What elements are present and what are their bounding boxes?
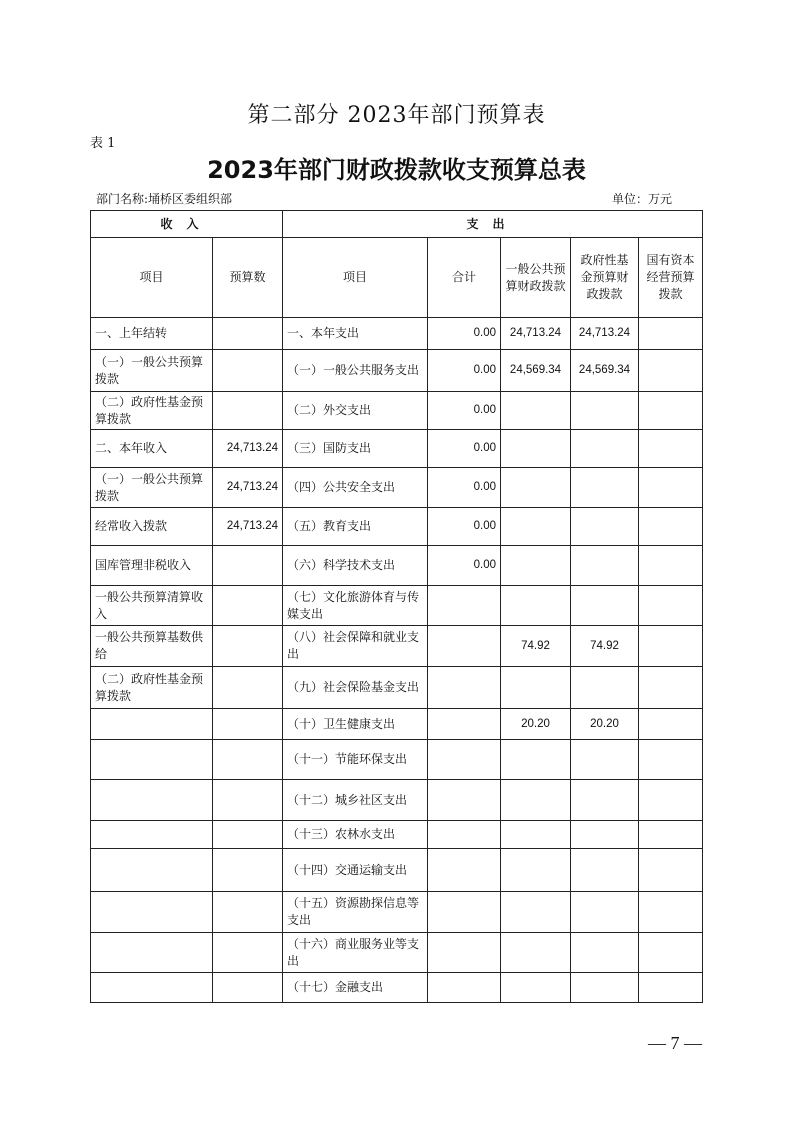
fund-budget-cell xyxy=(571,849,639,892)
total-cell: 0.00 xyxy=(428,318,501,350)
income-item-cell: 一般公共预算基数供给 xyxy=(91,626,213,667)
state-capital-cell xyxy=(639,892,703,933)
income-value-cell xyxy=(213,667,283,709)
total-cell: 0.00 xyxy=(428,392,501,430)
income-value-cell xyxy=(213,546,283,586)
state-capital-cell xyxy=(639,626,703,667)
general-budget-cell xyxy=(501,468,571,508)
income-value-cell xyxy=(213,586,283,626)
expense-item-cell: （十）卫生健康支出 xyxy=(283,709,428,740)
state-capital-cell xyxy=(639,318,703,350)
general-budget-cell xyxy=(501,546,571,586)
fund-budget-cell xyxy=(571,780,639,821)
income-item-cell: （一）一般公共预算拨款 xyxy=(91,350,213,392)
income-item-cell xyxy=(91,780,213,821)
unit-label: 单位：万元 xyxy=(612,192,673,206)
income-item-cell: （二）政府性基金预算拨款 xyxy=(91,667,213,709)
state-capital-cell xyxy=(639,430,703,468)
expense-item-cell: （二）外交支出 xyxy=(283,392,428,430)
expense-item-cell: （十六）商业服务业等支出 xyxy=(283,933,428,973)
general-budget-cell: 24,713.24 xyxy=(501,318,571,350)
general-budget-cell xyxy=(501,973,571,1003)
table-row xyxy=(91,667,703,709)
income-value-cell xyxy=(213,821,283,849)
expense-item-cell: （十五）资源勘探信息等支出 xyxy=(283,892,428,933)
total-cell xyxy=(428,933,501,973)
table-row xyxy=(91,892,703,933)
income-item-cell: （二）政府性基金预算拨款 xyxy=(91,392,213,430)
expense-item-cell: （十三）农林水支出 xyxy=(283,821,428,849)
state-capital-cell xyxy=(639,546,703,586)
state-capital-cell xyxy=(639,821,703,849)
col-fund-budget: 政府性基金预算财政拨款 xyxy=(571,238,639,318)
col-total: 合计 xyxy=(428,238,501,318)
table-row xyxy=(91,392,703,430)
income-item-cell xyxy=(91,849,213,892)
general-budget-cell xyxy=(501,667,571,709)
table-row xyxy=(91,973,703,1003)
income-value-cell: 24,713.24 xyxy=(213,508,283,546)
income-value-cell xyxy=(213,973,283,1003)
table-row xyxy=(91,740,703,780)
total-cell xyxy=(428,780,501,821)
general-budget-cell xyxy=(501,430,571,468)
col-state-capital: 国有资本经营预算拨款 xyxy=(639,238,703,318)
state-capital-cell xyxy=(639,350,703,392)
fund-budget-cell: 74.92 xyxy=(571,626,639,667)
budget-table xyxy=(90,210,703,1003)
fund-budget-cell xyxy=(571,892,639,933)
col-income-budget: 预算数 xyxy=(213,238,283,318)
col-expense-item: 项目 xyxy=(283,238,428,318)
fund-budget-cell: 24,713.24 xyxy=(571,318,639,350)
expense-item-cell: 一、本年支出 xyxy=(283,318,428,350)
total-cell: 0.00 xyxy=(428,430,501,468)
general-budget-cell xyxy=(501,892,571,933)
total-cell xyxy=(428,849,501,892)
expense-item-cell: （八）社会保障和就业支出 xyxy=(283,626,428,667)
income-item-cell: 经常收入拨款 xyxy=(91,508,213,546)
table-row xyxy=(91,821,703,849)
general-budget-cell xyxy=(501,780,571,821)
income-value-cell xyxy=(213,350,283,392)
table-row xyxy=(91,468,703,508)
total-cell xyxy=(428,709,501,740)
expense-item-cell: （十一）节能环保支出 xyxy=(283,740,428,780)
income-item-cell xyxy=(91,933,213,973)
total-cell xyxy=(428,821,501,849)
page-number: — 7 — xyxy=(648,1033,702,1053)
state-capital-cell xyxy=(639,933,703,973)
income-item-cell: 一般公共预算清算收入 xyxy=(91,586,213,626)
income-value-cell xyxy=(213,318,283,350)
general-budget-cell: 24,569.34 xyxy=(501,350,571,392)
table-row xyxy=(91,780,703,821)
expense-item-cell: （十二）城乡社区支出 xyxy=(283,780,428,821)
state-capital-cell xyxy=(639,508,703,546)
fund-budget-cell: 20.20 xyxy=(571,709,639,740)
page-title: 2023年部门财政拨款收支预算总表 xyxy=(207,156,586,184)
expense-item-cell: （十四）交通运输支出 xyxy=(283,849,428,892)
table-row xyxy=(91,933,703,973)
fund-budget-cell xyxy=(571,667,639,709)
income-value-cell: 24,713.24 xyxy=(213,430,283,468)
state-capital-cell xyxy=(639,780,703,821)
income-item-cell: （一）一般公共预算拨款 xyxy=(91,468,213,508)
income-value-cell xyxy=(213,780,283,821)
general-budget-cell: 74.92 xyxy=(501,626,571,667)
income-item-cell: 国库管理非税收入 xyxy=(91,546,213,586)
table-number: 表 1 xyxy=(90,136,116,151)
income-item-cell: 二、本年收入 xyxy=(91,430,213,468)
col-general-budget: 一般公共预算财政拨款 xyxy=(501,238,571,318)
total-cell xyxy=(428,740,501,780)
fund-budget-cell xyxy=(571,821,639,849)
state-capital-cell xyxy=(639,667,703,709)
state-capital-cell xyxy=(639,586,703,626)
table-row xyxy=(91,849,703,892)
state-capital-cell xyxy=(639,740,703,780)
state-capital-cell xyxy=(639,709,703,740)
general-budget-cell xyxy=(501,933,571,973)
fund-budget-cell xyxy=(571,508,639,546)
expense-item-cell: （五）教育支出 xyxy=(283,508,428,546)
expense-item-cell: （七）文化旅游体育与传媒支出 xyxy=(283,586,428,626)
total-cell xyxy=(428,667,501,709)
total-cell xyxy=(428,973,501,1003)
general-budget-cell xyxy=(501,586,571,626)
table-row xyxy=(91,508,703,546)
fund-budget-cell: 24,569.34 xyxy=(571,350,639,392)
income-value-cell xyxy=(213,849,283,892)
table-row xyxy=(91,430,703,468)
fund-budget-cell xyxy=(571,973,639,1003)
general-budget-cell xyxy=(501,508,571,546)
table-row xyxy=(91,318,703,350)
total-cell: 0.00 xyxy=(428,350,501,392)
total-cell xyxy=(428,892,501,933)
expense-item-cell: （三）国防支出 xyxy=(283,430,428,468)
header-row-columns xyxy=(91,238,703,318)
fund-budget-cell xyxy=(571,468,639,508)
fund-budget-cell xyxy=(571,430,639,468)
state-capital-cell xyxy=(639,849,703,892)
part-title: 第二部分 2023年部门预算表 xyxy=(247,103,546,128)
income-item-cell xyxy=(91,709,213,740)
department-label: 部门名称:埇桥区委组织部 xyxy=(96,192,233,206)
income-value-cell xyxy=(213,392,283,430)
table-row xyxy=(91,709,703,740)
income-item-cell: 一、上年结转 xyxy=(91,318,213,350)
expense-item-cell: （十七）金融支出 xyxy=(283,973,428,1003)
income-item-cell xyxy=(91,740,213,780)
state-capital-cell xyxy=(639,468,703,508)
income-item-cell xyxy=(91,973,213,1003)
expense-item-cell: （六）科学技术支出 xyxy=(283,546,428,586)
fund-budget-cell xyxy=(571,586,639,626)
table-row xyxy=(91,586,703,626)
general-budget-cell xyxy=(501,849,571,892)
income-value-cell xyxy=(213,892,283,933)
general-budget-cell: 20.20 xyxy=(501,709,571,740)
income-header: 收入 xyxy=(91,211,283,238)
income-value-cell: 24,713.24 xyxy=(213,468,283,508)
state-capital-cell xyxy=(639,392,703,430)
table-row xyxy=(91,626,703,667)
fund-budget-cell xyxy=(571,392,639,430)
fund-budget-cell xyxy=(571,933,639,973)
expense-item-cell: （九）社会保险基金支出 xyxy=(283,667,428,709)
income-value-cell xyxy=(213,709,283,740)
income-value-cell xyxy=(213,740,283,780)
expense-header: 支出 xyxy=(283,211,703,238)
fund-budget-cell xyxy=(571,740,639,780)
total-cell: 0.00 xyxy=(428,508,501,546)
general-budget-cell xyxy=(501,821,571,849)
general-budget-cell xyxy=(501,392,571,430)
total-cell: 0.00 xyxy=(428,468,501,508)
total-cell xyxy=(428,626,501,667)
expense-item-cell: （四）公共安全支出 xyxy=(283,468,428,508)
total-cell xyxy=(428,586,501,626)
income-item-cell xyxy=(91,821,213,849)
general-budget-cell xyxy=(501,740,571,780)
expense-item-cell: （一）一般公共服务支出 xyxy=(283,350,428,392)
income-value-cell xyxy=(213,933,283,973)
col-income-item: 项目 xyxy=(91,238,213,318)
fund-budget-cell xyxy=(571,546,639,586)
table-row xyxy=(91,546,703,586)
table-row xyxy=(91,350,703,392)
state-capital-cell xyxy=(639,973,703,1003)
total-cell: 0.00 xyxy=(428,546,501,586)
header-row-group xyxy=(91,211,703,238)
income-value-cell xyxy=(213,626,283,667)
income-item-cell xyxy=(91,892,213,933)
